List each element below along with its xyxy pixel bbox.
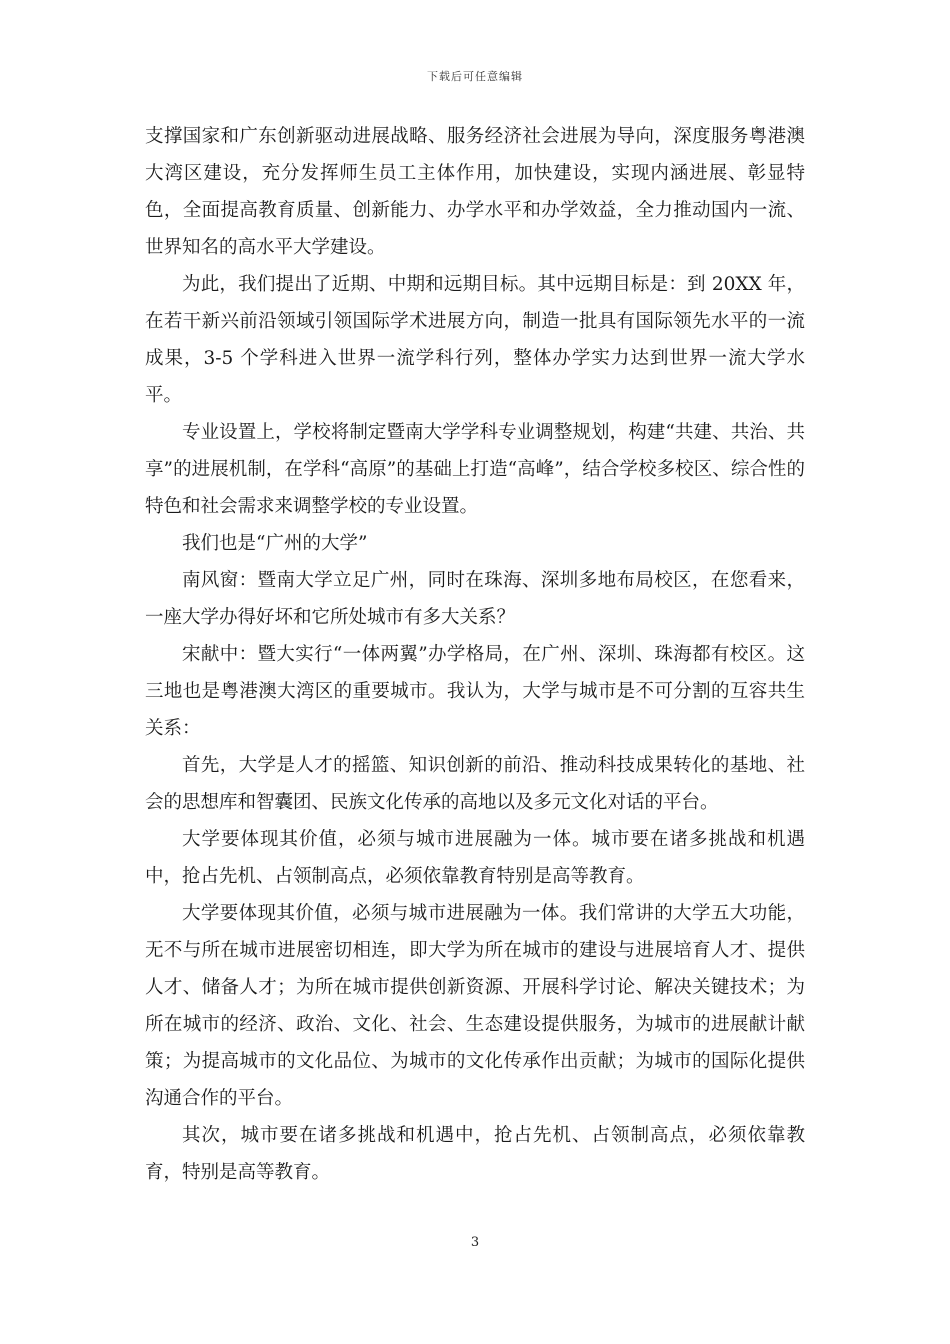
paragraph-continued: 支撑国家和广东创新驱动进展战略、服务经济社会进展为导向，深度服务粤港澳大湾区建设，充分发挥师生员工主体作用，加快建设，实现内涵进展、彰显特色，全面提高教育质量、创新能力、办学水平和办学效益，全力推动国内一流、世界知名的高水平大学建设。 <box>145 126 805 258</box>
paragraph-first-point: 首先，大学是人才的摇篮、知识创新的前沿、推动科技成果转化的基地、社会的思想库和智囊团、民族文化传承的高地以及多元文化对话的平台。 <box>145 755 805 813</box>
page-header: 下载后可任意编辑 <box>427 70 523 83</box>
paragraph-university-value: 大学要体现其价值，必须与城市进展融为一体。城市要在诸多挑战和机遇中，抢占先机、占领制高点，必须依靠教育特别是高等教育。 <box>145 829 805 887</box>
document-body <box>145 118 805 1191</box>
paragraph-question: 南风窗：暨南大学立足广州，同时在珠海、深圳多地布局校区，在您看来，一座大学办得好坏和它所处城市有多大关系？ <box>145 570 805 628</box>
page-number: 3 <box>470 1235 480 1250</box>
paragraph-discipline-setting: 专业设置上，学校将制定暨南大学学科专业调整规划，构建“共建、共治、共享”的进展机制，在学科“高原”的基础上打造“高峰”，结合学校多校区、综合性的特色和社会需求来调整学校的专业设置。 <box>145 422 805 517</box>
paragraph-second-point: 其次，城市要在诸多挑战和机遇中，抢占先机、占领制高点，必须依靠教育，特别是高等教育。 <box>145 1125 805 1183</box>
paragraph-answer: 宋献中：暨大实行“一体两翼”办学格局，在广州、深圳、珠海都有校区。这三地也是粤港澳大湾区的重要城市。我认为，大学与城市是不可分割的互容共生关系： <box>145 644 805 739</box>
section-heading: 我们也是“广州的大学” <box>182 533 368 554</box>
paragraph-goals: 为此，我们提出了近期、中期和远期目标。其中远期目标是：到 20XX 年，在若干新兴前沿领域引领国际学术进展方向，制造一批具有国际领先水平的一流成果，3-5 个学科进入世界一流学科行列，整体办学实力达到世界一流大学水平。 <box>145 274 805 406</box>
paragraph-five-functions: 大学要体现其价值，必须与城市进展融为一体。我们常讲的大学五大功能，无不与所在城市进展密切相连，即大学为所在城市的建设与进展培育人才、提供人才、储备人才；为所在城市提供创新资源、开展科学讨论、解决关键技术；为所在城市的经济、政治、文化、社会、生态建设提供服务，为城市的进展献计献策；为提高城市的文化品位、为城市的文化传承作出贡献；为城市的国际化提供沟通合作的平台。 <box>145 903 805 1109</box>
